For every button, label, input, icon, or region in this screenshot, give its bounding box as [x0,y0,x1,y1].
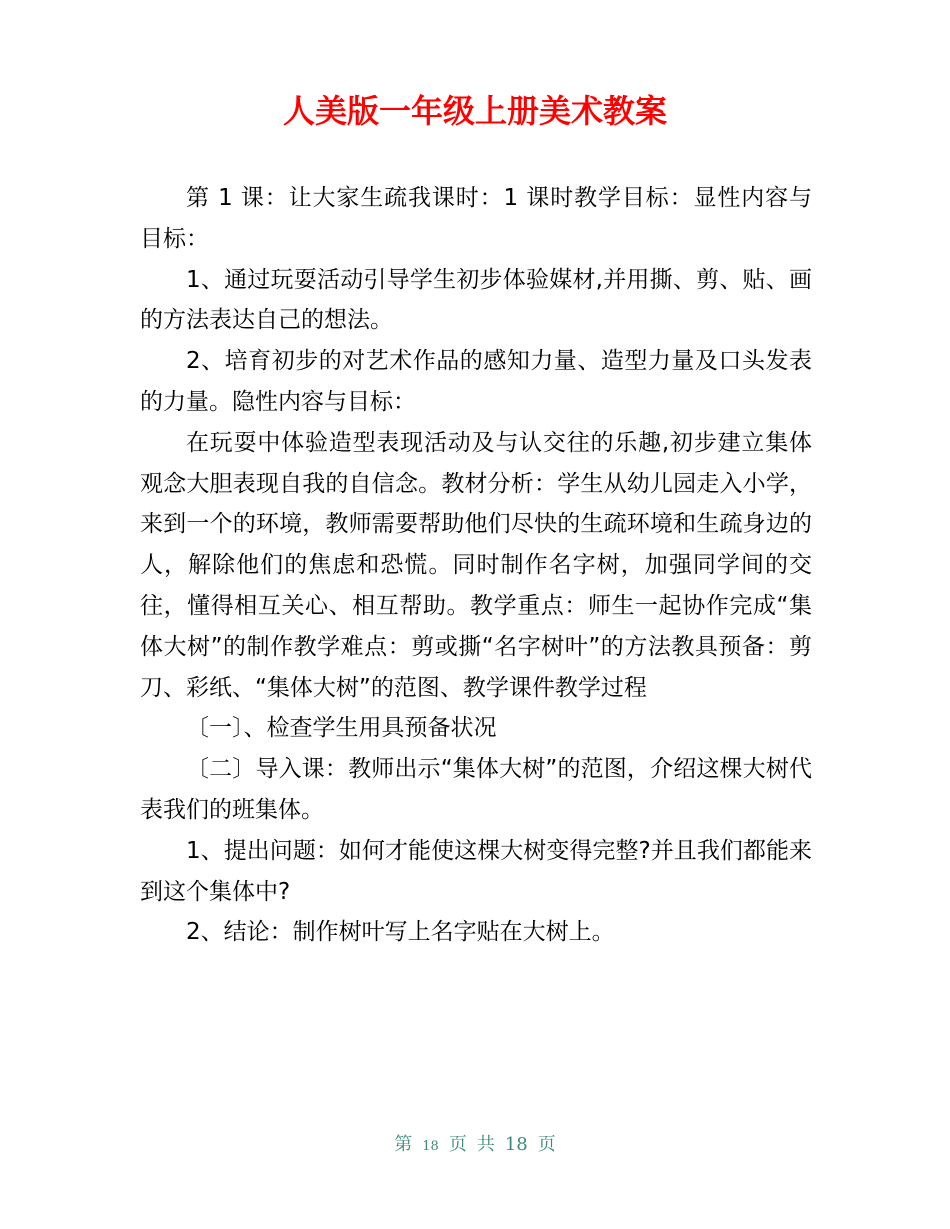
footer-label-gong: 共 [476,1134,495,1155]
footer-current-page: 18 [422,1139,439,1154]
document-body [140,178,812,953]
paragraph-step-2: 〔二〕导入课：教师出示“集体大树”的范图，介绍这棵大树代表我们的班集体。 [140,756,812,823]
footer-label-ye2: 页 [537,1134,556,1155]
footer-label-page: 第 [394,1134,413,1155]
paragraph-goal-1: 1、通过玩耍活动引导学生初步体验媒材,并用撕、剪、贴、画的方法表达自己的想法。 [140,266,812,334]
page-footer [0,1132,950,1160]
paragraph-goal-2: 2、培育初步的对艺术作品的感知力量、造型力量及口头发表的力量。隐性内容与目标： [140,348,812,415]
footer-total-pages: 18 [504,1134,528,1155]
paragraph-lesson-header: 第 1 课：让大家生疏我课时：1 课时教学目标：显性内容与目标： [140,185,812,252]
paragraph-conclusion: 2、结论：制作树叶写上名字贴在大树上。 [186,919,615,946]
footer-label-ye: 页 [448,1134,467,1155]
paragraph-question: 1、提出问题：如何才能使这棵大树变得完整?并且我们都能来到这个集体中? [140,837,812,905]
paragraph-step-1: 〔一〕、检查学生用具预备状况 [186,715,497,742]
paragraph-analysis: 在玩耍中体验造型表现活动及与认交往的乐趣,初步建立集体观念大胆表现自我的自信念。教材分析：学生从幼儿园走入小学，来到一个的环境，教师需要帮助他们尽快的生疏环境和生疏身边的人，解除他们的焦虑和恐慌。同时制作名字树，加强同学间的交往，懂得相互关心、相互帮助。教学重点：师生一起协作完成“集体大树”的制作教学难点：剪或撕“名字树叶”的方法教具预备：剪刀、彩纸、“集体大树”的范图、教学课件教学过程 [140,429,812,701]
document-title: 人美版一年级上册美术教案 [282,92,667,130]
